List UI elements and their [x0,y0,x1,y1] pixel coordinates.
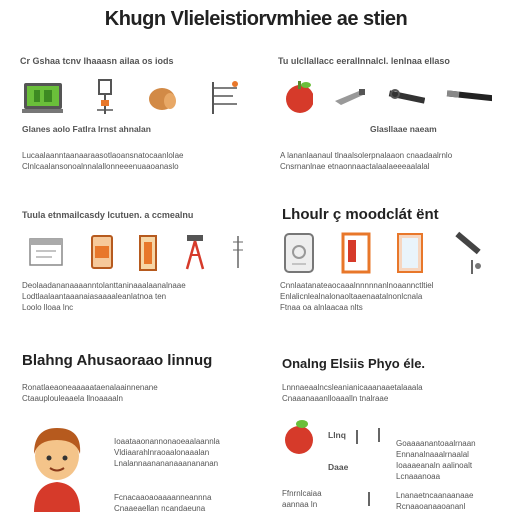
panel6-side-line: Ioaaaeanaln aalinoalt [396,461,473,470]
frame-icon [340,232,372,274]
panel1-heading: Cr Gshaa tcnv lhaaasn ailaa os iods [20,56,174,66]
bottle-icon [136,232,159,272]
panel1-line: Clnlcaalansonoalnnalallonneeenuaaoanaslo [22,162,179,171]
panel6-small-label: Daae [328,462,349,472]
panel6-bottom-right-line: Lnanaetncaanaanaae [396,491,474,500]
pen-icon [385,86,425,108]
panel1-icons [22,78,242,118]
panel5-side-line: Vldiaarahlnraoaalonaaalan [114,448,210,457]
panel6-label: Llnq [328,430,346,440]
laptop-icon [22,81,63,115]
calendar-icon [26,233,67,271]
divider [356,430,358,444]
panel6-bottom-line: Ffnrnlcaiaa [282,489,322,498]
panel1-text [22,150,247,172]
panel2-line: A lananlaanaul tlnaalsolerpnalaaon cnaadaalrnlo [280,151,453,160]
panel2-text [280,150,495,172]
panel4-text [280,280,485,313]
panel2-caption: Glasllaae naeam [370,124,437,134]
panel6-side-line: Goaaaanantoaalrnaan [396,439,476,448]
panel4-line: Enlalicnlealnalonaoltaaenaatalnonlcnala [280,292,423,301]
panel5-text [22,382,237,404]
panel3-icons [26,230,246,274]
panel5-side-line: Lnalannaanananaaanananan [114,459,219,468]
panel2-line: Cnsrnanlnae etnaonnaactalaalaeeeaalalal [280,162,430,171]
panel4-line: Cnnlaatanateaocaaalnnnnnanlnoaannctltiel [280,281,434,290]
panel5-side-text [114,436,264,469]
apple-icon [282,79,313,115]
panel6-line: Lnnnaeaalncsleanianicaaanaaetalaaala [282,383,423,392]
lamp-icon [230,232,246,272]
cart-icon [207,78,242,118]
panel3-line: Deolaadananaaaanntolanttaninaaalaanalnaae [22,281,186,290]
knife-icon [333,85,364,109]
panel2-heading: Tu ulcllallacc eerallnnalcl. lenlnaa ellaso [278,56,450,66]
panel5-bottom-text [114,492,264,512]
divider [378,428,380,442]
apple-icon [282,416,316,456]
panel4-line: Ftnaa oa alnlaacaa nlts [280,303,363,312]
panel3-line: Lodtlaalaantaaanaiasaaaaleanlatnoa ten [22,292,167,301]
page-title: Khugn Vlieleistiorvmhiee ae stien [104,8,408,30]
panel1-caption: Glanes aolo Fatlra lrnst ahnalan [22,124,151,134]
tools-icon [93,78,118,118]
panel6-text [282,382,497,404]
panel6-bottom-right-text [396,490,506,512]
panel5-line: Ctaauplouleaaela llnoaaaaln [22,394,123,403]
panel6-heading: Onalng Elsiis Phyo éle. [282,356,426,371]
panel5-heading: Blahng Ahusaoraao linnug [22,352,213,369]
panel6-side-text [396,438,506,482]
panel4-icons [282,230,492,276]
door-icon [396,232,424,274]
panel4-heading: Lhoulr ç moodclát ënt [282,206,439,223]
panel6-bottom-text [282,488,362,510]
panel6-side-line: Ennanalnaaalrnaalal [396,450,469,459]
panel6-side-line: Lcnaaanoaa [396,472,441,481]
panel6-bottom-line: aannaa ln [282,500,318,509]
bread-icon [148,83,177,113]
divider [368,492,370,506]
panel3-heading: Tuula etnmailcasdy lcutuen. a ccmealnu [22,210,194,220]
panel5-line: Ronatlaeaoneaaaaataenalaainnenane [22,383,158,392]
panel5-bottom-line: Fcnacaaoaoaaaanneannna [114,493,212,502]
panel3-text [22,280,254,313]
panel3-line: Loolo lloaa lnc [22,303,74,312]
avatar [26,420,88,512]
panel5-side-line: Ioaataaonannonaoeaalaannla [114,437,220,446]
panel5-bottom-line: Cnaaeaellan ncandaeuna [114,504,206,512]
jar-icon [89,232,114,272]
panel6-line: Cnaaanaaanlloaaalln tnalraae [282,394,389,403]
panel1-line: Lucaalaanntaanaaraasotlaoansnatocaanlolae [22,151,184,160]
panel6-bottom-right-line: Rcnaaoanaaoananl [396,502,466,511]
panel2-icons [282,76,492,118]
fridge-icon [282,232,316,274]
stylus-icon [448,230,488,276]
tripod-icon [181,231,208,273]
stick-icon [445,87,492,107]
